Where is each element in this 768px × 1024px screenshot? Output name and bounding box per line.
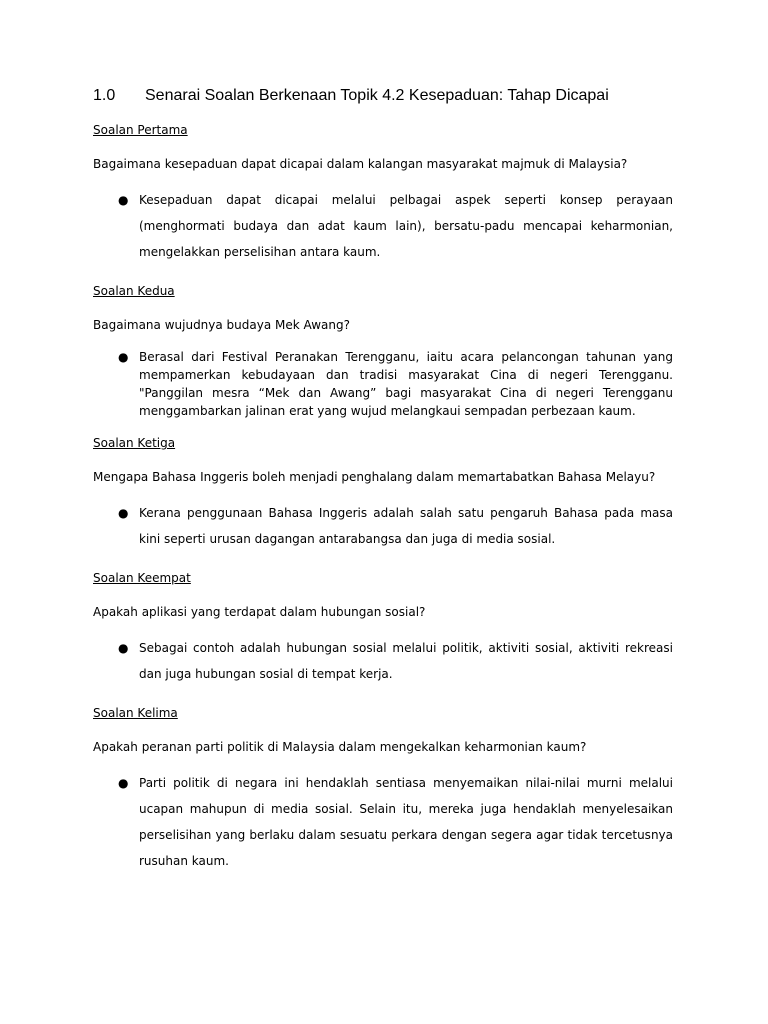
answer-list	[93, 187, 673, 265]
answer-text: Parti politik di negara ini hendaklah sentiasa menyemaikan nilai-nilai murni melalui ucapan mahupun di media sosial. Selain itu, mereka juga hendaklah menyelesaikan perselisihan yang berlaku dalam sesuatu perkara dengan segera agar tidak tercetusnya rusuhan kaum.	[139, 776, 673, 868]
bullet-icon: ●	[118, 350, 129, 364]
section-title: Soalan Ketiga	[93, 436, 176, 450]
answer-list	[93, 635, 673, 687]
section-title: Soalan Pertama	[93, 123, 188, 137]
section-title: Soalan Keempat	[93, 571, 191, 585]
question-section-3	[93, 433, 673, 552]
bullet-icon: ●	[118, 641, 129, 655]
question-list	[93, 120, 673, 887]
heading-number: 1.0	[93, 87, 116, 104]
answer-item	[93, 348, 673, 420]
document-heading	[93, 86, 693, 106]
answer-text: Berasal dari Festival Peranakan Terengganu, iaitu acara pelancongan tahunan yang mempamerkan kebudayaan dan tradisi masyarakat Cina di negeri Terengganu. "Panggilan mesra “Mek dan Awang” bagi masyarakat Cina di negeri Terengganu menggambarkan jalinan erat yang wujud melangkaui sempadan perbezaan kaum.	[139, 350, 673, 418]
answer-item	[93, 500, 673, 552]
question-text: Bagaimana wujudnya budaya Mek Awang?	[93, 318, 351, 332]
question-section-5	[93, 703, 673, 874]
section-title: Soalan Kelima	[93, 706, 178, 720]
answer-list	[93, 770, 673, 874]
answer-list	[93, 348, 673, 420]
question-text: Apakah peranan parti politik di Malaysia dalam mengekalkan keharmonian kaum?	[93, 740, 587, 754]
question-section-2	[93, 281, 673, 420]
bullet-icon: ●	[118, 506, 129, 520]
question-text: Mengapa Bahasa Inggeris boleh menjadi penghalang dalam memartabatkan Bahasa Melayu?	[93, 470, 656, 484]
question-text: Apakah aplikasi yang terdapat dalam hubungan sosial?	[93, 605, 426, 619]
bullet-icon: ●	[118, 776, 129, 790]
question-text: Bagaimana kesepaduan dapat dicapai dalam kalangan masyarakat majmuk di Malaysia?	[93, 157, 628, 171]
question-section-4	[93, 568, 673, 687]
answer-list	[93, 500, 673, 552]
answer-item	[93, 635, 673, 687]
answer-text: Sebagai contoh adalah hubungan sosial melalui politik, aktiviti sosial, aktiviti rekreasi dan juga hubungan sosial di tempat kerja.	[139, 641, 673, 681]
heading-title: Senarai Soalan Berkenaan Topik 4.2 Kesepaduan: Tahap Dicapai	[145, 87, 609, 104]
answer-item	[93, 770, 673, 874]
section-title: Soalan Kedua	[93, 284, 175, 298]
answer-text: Kerana penggunaan Bahasa Inggeris adalah salah satu pengaruh Bahasa pada masa kini seperti urusan dagangan antarabangsa dan juga di media sosial.	[139, 506, 673, 546]
answer-text: Kesepaduan dapat dicapai melalui pelbagai aspek seperti konsep perayaan (menghormati budaya dan adat kaum lain), bersatu-padu mencapai keharmonian, mengelakkan perselisihan antara kaum.	[139, 193, 673, 259]
answer-item	[93, 187, 673, 265]
question-section-1	[93, 120, 673, 265]
bullet-icon: ●	[118, 193, 129, 207]
